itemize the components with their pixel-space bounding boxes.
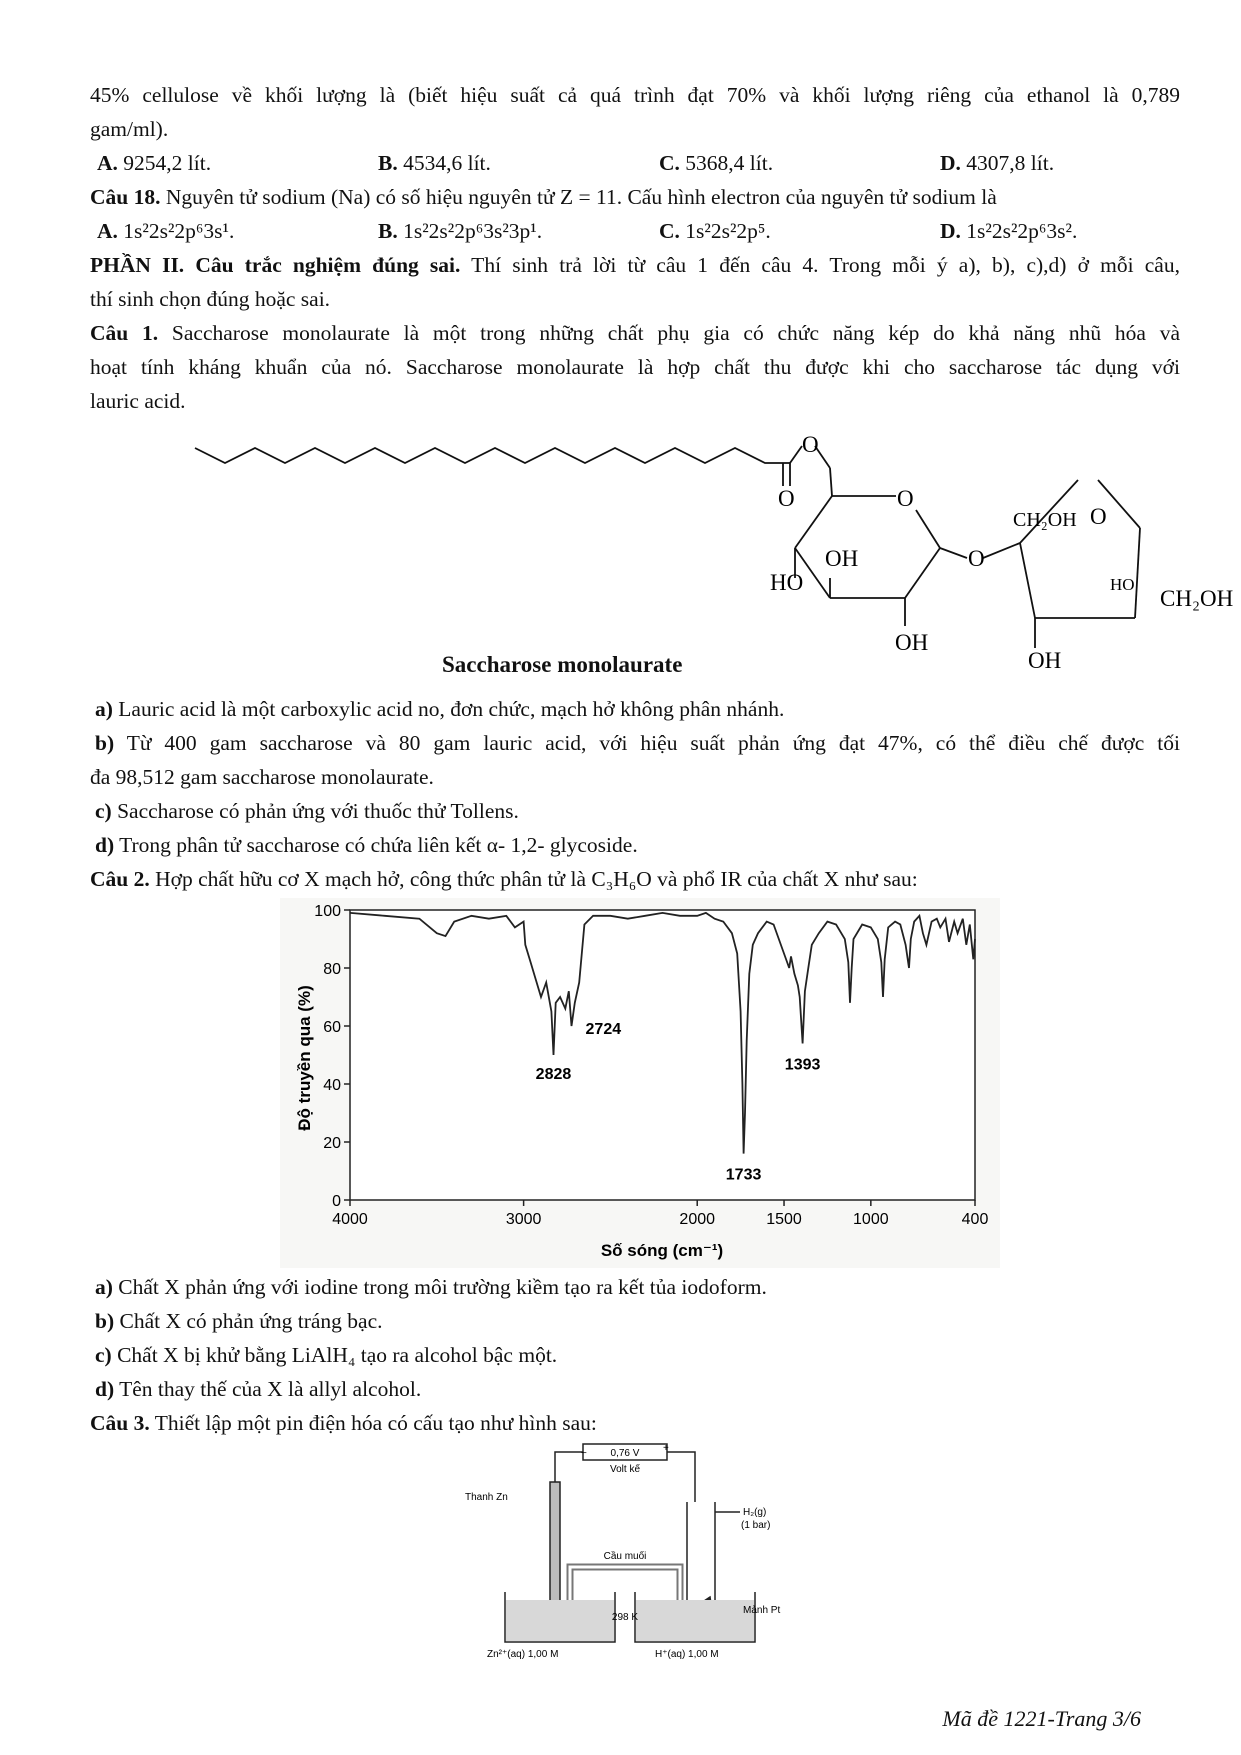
galvanic-cell-diagram	[465, 1442, 785, 1660]
hydroxyl-label-1: OH	[825, 546, 859, 571]
c1-statement-d: d) Trong phân tử saccharose có chứa liên kết α- 1,2- glycoside.	[95, 833, 638, 857]
x-tick-label: 1000	[853, 1211, 889, 1228]
h2-pressure-label: (1 bar)	[741, 1520, 771, 1531]
acid-solution	[636, 1600, 754, 1641]
x-tick-label: 2000	[679, 1211, 716, 1228]
y-axis-label: Độ truyền qua (%)	[295, 985, 314, 1131]
x-tick-label: 400	[961, 1211, 989, 1228]
voltage-reading: 0,76 V	[610, 1448, 640, 1459]
c2-statement-d: d) Tên thay thế của X là allyl alcohol.	[95, 1377, 422, 1401]
saccharose-monolaurate-structure	[180, 418, 1234, 678]
zn-rod-label: Thanh Zn	[465, 1492, 508, 1503]
h2-gas-label: H₂(g)	[743, 1507, 767, 1518]
c1-question-line2: hoạt tính kháng khuẩn của nó. Saccharose monolaurate là hợp chất thu được khi cho saccharose tác dụng với	[90, 355, 1180, 379]
q17-option-b: B. 4534,6 lít.	[378, 151, 491, 175]
c1-question-line3: lauric acid.	[90, 389, 186, 413]
voltmeter-plus: +	[663, 1443, 669, 1454]
pyranose-ring-oxygen: O	[897, 486, 914, 511]
salt-bridge-label: Cầu muối	[603, 1551, 647, 1562]
c3-question: Câu 3. Thiết lập một pin điện hóa có cấu tạo như hình sau:	[90, 1411, 597, 1435]
part2-heading: PHẦN II. Câu trắc nghiệm đúng sai. Thí sinh trả lời từ câu 1 đến câu 4. Trong mỗi ý a), b), c),d) ở mỗi câu,	[90, 253, 1180, 277]
y-tick-label: 40	[323, 1077, 341, 1094]
right-solution-label: H⁺(aq) 1,00 M	[655, 1649, 719, 1660]
ch2oh-label-2: CH₂OH	[1160, 586, 1234, 611]
x-tick-label: 3000	[505, 1211, 542, 1228]
q18-option-d: D. 1s²2s²2p⁶3s².	[940, 219, 1078, 243]
peak-label: 2724	[585, 1021, 622, 1038]
glycosidic-oxygen: O	[968, 546, 985, 571]
ir-spectrum-chart	[280, 898, 1000, 1268]
ester-oxygen: O	[802, 432, 819, 457]
hydroxyl-label-3: OH	[1028, 648, 1062, 673]
structure-caption: Saccharose monolaurate	[442, 652, 683, 677]
y-tick-label: 20	[323, 1135, 341, 1152]
q17-option-a: A. 9254,2 lít.	[97, 151, 212, 175]
hydroxyl-label-ho: HO	[770, 570, 804, 595]
q18-option-a: A. 1s²2s²2p⁶3s¹.	[97, 219, 235, 243]
plot-area	[350, 910, 975, 1200]
y-tick-label: 60	[323, 1019, 341, 1036]
c1-statement-b: b) Từ 400 gam saccharose và 80 gam lauric acid, với hiệu suất phản ứng đạt 47%, có thể điều chế được tối	[95, 731, 1180, 755]
hydroxyl-label-ho-2: HO	[1110, 575, 1135, 594]
q17-option-c: C. 5368,4 lít.	[659, 151, 774, 175]
y-tick-label: 80	[323, 961, 341, 978]
c1-statement-a: a) Lauric acid là một carboxylic acid no, đơn chức, mạch hở không phân nhánh.	[95, 697, 785, 721]
y-tick-label: 100	[314, 903, 341, 920]
x-tick-label: 1500	[766, 1211, 802, 1228]
q18-option-c: C. 1s²2s²2p⁵.	[659, 219, 771, 243]
carbonyl-oxygen: O	[778, 486, 795, 511]
hydroxyl-label-2: OH	[895, 630, 929, 655]
c2-statement-b: b) Chất X có phản ứng tráng bạc.	[95, 1309, 383, 1333]
x-tick-label: 4000	[332, 1211, 368, 1228]
pt-plate-label: Mảnh Pt	[743, 1605, 781, 1616]
x-axis-label: Số sóng (cm⁻¹)	[600, 1241, 724, 1260]
voltmeter-minus: −	[581, 1448, 587, 1459]
voltmeter-label: Volt kế	[609, 1464, 641, 1475]
y-tick-label: 0	[332, 1193, 341, 1210]
c2-statement-a: a) Chất X phản ứng với iodine trong môi trường kiềm tạo ra kết tủa iodoform.	[95, 1275, 767, 1299]
furanose-ring-oxygen: O	[1090, 504, 1107, 529]
peak-label: 1733	[725, 1166, 762, 1184]
peak-label: 2828	[535, 1066, 572, 1083]
q17-option-d: D. 4307,8 lít.	[940, 151, 1055, 175]
c1-question-line1: Câu 1. Saccharose monolaurate là một trong những chất phụ gia có chức năng kép do khả năng nhũ hóa và	[90, 321, 1180, 345]
peak-label: 1393	[784, 1056, 821, 1074]
zn-solution	[506, 1600, 614, 1641]
q17-text-line2: gam/ml).	[90, 117, 169, 141]
q18-question: Câu 18. Nguyên tử sodium (Na) có số hiệu nguyên tử Z = 11. Cấu hình electron của nguyên tử sodium là	[90, 185, 997, 209]
c1-statement-c: c) Saccharose có phản ứng với thuốc thử Tollens.	[95, 799, 519, 823]
q17-text-line1: 45% cellulose về khối lượng là (biết hiệu suất cả quá trình đạt 70% và khối lượng riêng của ethanol là 0,789	[90, 83, 1180, 107]
c2-question: Câu 2. Hợp chất hữu cơ X mạch hở, công thức phân tử là C₃H₆O và phổ IR của chất X như sau:	[90, 867, 918, 891]
c1-statement-b-cont: đa 98,512 gam saccharose monolaurate.	[90, 765, 434, 789]
temperature-label: 298 K	[611, 1612, 639, 1623]
left-solution-label: Zn²⁺(aq) 1,00 M	[487, 1649, 559, 1660]
c2-statement-c: c) Chất X bị khử bằng LiAlH₄ tạo ra alcohol bậc một.	[95, 1343, 558, 1367]
ch2oh-label-1: CH₂OH	[1013, 509, 1077, 531]
q18-option-b: B. 1s²2s²2p⁶3s²3p¹.	[378, 219, 543, 243]
part2-instruction-line2: thí sinh chọn đúng hoặc sai.	[90, 287, 331, 311]
page-footer: Mã đề 1221-Trang 3/6	[942, 1706, 1141, 1731]
